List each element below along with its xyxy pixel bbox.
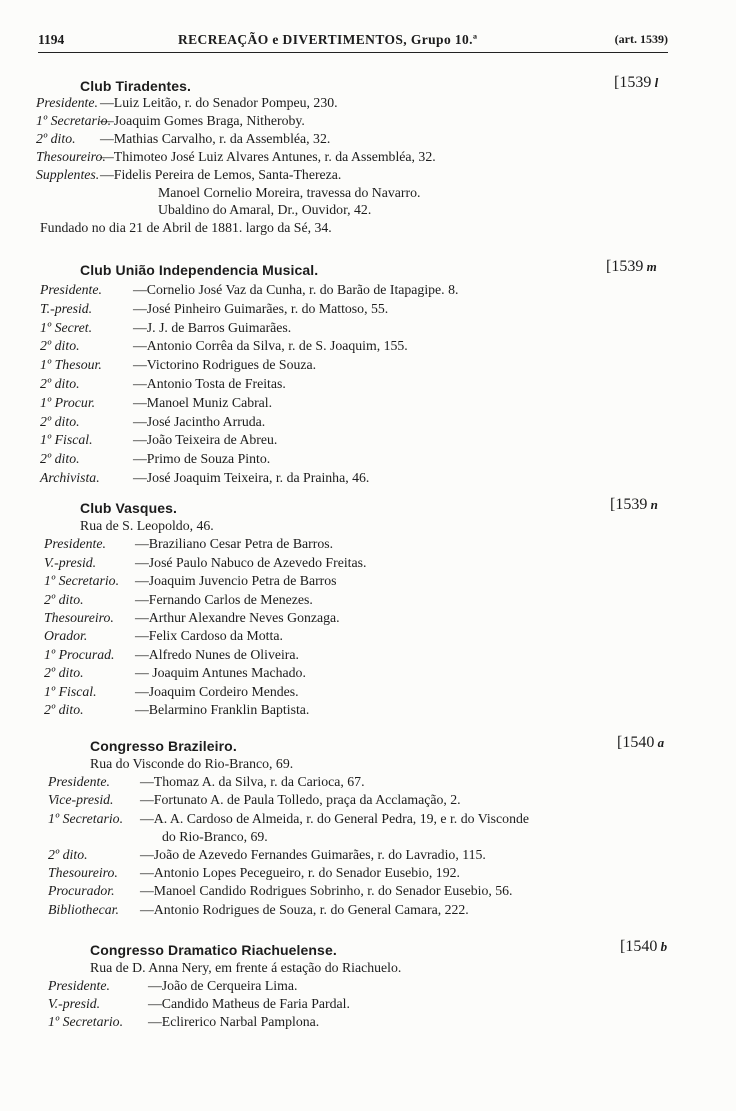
officer-line (0, 357, 736, 374)
officer-details: —Primo de Souza Pinto. (133, 451, 271, 467)
officer-line (0, 865, 736, 882)
section-reference-number: [1539 (606, 258, 644, 275)
officer-line (0, 829, 736, 846)
officer-details: —José Joaquim Teixeira, r. da Prainha, 46. (133, 470, 370, 485)
officer-details: —João de Azevedo Fernandes Guimarães, r. do Lavradio, 115. (140, 847, 486, 862)
officer-line (0, 978, 736, 995)
officer-details: —Alfredo Nunes de Oliveira. (135, 646, 299, 662)
section-reference-letter: l (651, 75, 659, 90)
officer-line (0, 792, 736, 809)
officer-line (0, 338, 736, 355)
officer-details: —João Teixeira de Abreu. (133, 432, 278, 448)
officer-role: 1º Secretario. (36, 112, 112, 128)
officer-line (0, 1014, 736, 1031)
officer-line (0, 518, 736, 535)
officer-line (0, 960, 736, 977)
club-title: Club União Independencia Musical. (80, 262, 319, 278)
officer-details: do Rio-Branco, 69. (162, 828, 268, 844)
officer-line (0, 131, 736, 148)
officer-details: —Antonio Corrêa da Silva, r. de S. Joaquim, 155. (133, 338, 408, 354)
officer-details: —Joaquim Cordeiro Mendes. (135, 683, 299, 699)
officer-line (0, 301, 736, 318)
officer-line (0, 996, 736, 1013)
article-reference: (art. 1539) (614, 32, 668, 46)
officer-details: —Antonio Lopes Pecegueiro, r. do Senador Eusebio, 192. (140, 865, 460, 881)
officer-role: 2º dito. (36, 130, 76, 146)
officer-line (0, 282, 736, 299)
officer-line (0, 220, 736, 237)
section-reference-number: [1539 (610, 496, 648, 513)
officer-line (0, 320, 736, 337)
running-title: RECREAÇÃO e DIVERTIMENTOS, Grupo 10.ª (178, 32, 478, 47)
officer-details: —Candido Matheus de Faria Pardal. (148, 996, 350, 1011)
officer-line (0, 432, 736, 449)
officer-role: 1º Thesour. (40, 357, 102, 373)
officer-role: Orador. (44, 628, 88, 644)
officer-line (0, 647, 736, 664)
officer-details: —Cornelio José Vaz da Cunha, r. do Barão de Itapagipe. 8. (133, 282, 459, 297)
officer-line (0, 451, 736, 468)
officer-details: —Thomaz A. da Silva, r. da Carioca, 67. (140, 774, 365, 790)
officer-details: —Fernando Carlos de Menezes. (135, 591, 313, 607)
officer-line (0, 573, 736, 590)
officer-role: 1º Procur. (40, 394, 96, 410)
section-reference-number: [1540 (617, 734, 655, 751)
officer-role: Presidente. (36, 95, 98, 110)
officer-role: V.-presid. (44, 554, 97, 570)
officer-role: 2º dito. (40, 451, 80, 467)
section-reference (620, 938, 667, 956)
officer-role: 1º Secretario. (44, 573, 120, 589)
section-reference (614, 74, 658, 92)
officer-details: —Thimoteo José Luiz Alvares Antunes, r. da Assembléa, 32. (100, 148, 436, 164)
officer-details: —J. J. de Barros Guimarães. (133, 319, 292, 335)
officer-line (0, 702, 736, 719)
officer-details: —Antonio Tosta de Freitas. (133, 376, 286, 391)
club-title: Club Tiradentes. (80, 78, 192, 94)
section-reference-number: [1539 (614, 74, 652, 91)
page-number: 1194 (38, 32, 65, 47)
officer-role: Procurador. (48, 883, 115, 899)
club-title: Club Vasques. (80, 500, 177, 516)
officer-role: 2º dito. (44, 591, 84, 607)
page-header (38, 30, 668, 53)
club-title: Congresso Dramatico Riachuelense. (90, 942, 337, 958)
officer-line (0, 665, 736, 682)
officer-line (0, 883, 736, 900)
section-reference-letter: a (654, 735, 665, 750)
officer-line (0, 847, 736, 864)
officer-details: —A. A. Cardoso de Almeida, r. do General Pedra, 19, e r. do Visconde (140, 810, 529, 826)
officer-role: T.-presid. (40, 300, 93, 316)
section-reference (617, 734, 664, 752)
officer-role: Supplentes. (36, 166, 100, 182)
officer-line (0, 113, 736, 130)
officer-line (0, 395, 736, 412)
officer-line (0, 756, 736, 773)
officer-role: 1º Fiscal. (40, 432, 93, 448)
officer-line (0, 628, 736, 645)
officer-line (0, 185, 736, 202)
officer-details: Rua do Visconde do Rio-Branco, 69. (90, 756, 294, 771)
officer-line (0, 811, 736, 828)
officer-line (0, 95, 736, 112)
officer-line (0, 536, 736, 553)
officer-role: Thesoureiro. (44, 610, 114, 625)
officer-details: —Fidelis Pereira de Lemos, Santa-Thereza. (100, 166, 342, 182)
section-reference-number: [1540 (620, 938, 658, 955)
section-reference (606, 258, 657, 276)
officer-line (0, 470, 736, 487)
officer-line (0, 610, 736, 627)
officer-role: 2º dito. (40, 376, 80, 391)
officer-line (0, 149, 736, 166)
officer-role: Bibliothecar. (48, 901, 119, 917)
officer-details: —Arthur Alexandre Neves Gonzaga. (135, 610, 340, 625)
officer-line (0, 592, 736, 609)
officer-details: —Braziliano Cesar Petra de Barros. (135, 536, 334, 552)
officer-details: —Fortunato A. de Paula Tolledo, praça da Acclamação, 2. (140, 792, 461, 808)
officer-role: Presidente. (44, 536, 106, 552)
officer-details: —Eclirerico Narbal Pamplona. (148, 1014, 320, 1029)
officer-role: Presidente. (40, 282, 102, 297)
officer-details: —Belarmino Franklin Baptista. (135, 702, 310, 717)
officer-details: —Manoel Candido Rodrigues Sobrinho, r. do Senador Eusebio, 56. (140, 883, 513, 899)
officer-details: Ubaldino do Amaral, Dr., Ouvidor, 42. (158, 202, 372, 218)
officer-role: Presidente. (48, 978, 110, 993)
officer-details: —Felix Cardoso da Motta. (135, 628, 283, 644)
officer-details: —Joaquim Juvencio Petra de Barros (135, 573, 337, 589)
officer-details: —João de Cerqueira Lima. (148, 978, 298, 993)
section-reference-letter: m (643, 259, 657, 274)
officer-details: —José Pinheiro Guimarães, r. do Mattoso, 55. (133, 300, 389, 316)
section-reference (610, 496, 658, 514)
officer-details: Rua de S. Leopoldo, 46. (80, 518, 214, 533)
officer-role: 2º dito. (40, 338, 80, 354)
officer-role: Vice-presid. (48, 792, 114, 808)
officer-role: 2º dito. (40, 413, 80, 429)
officer-line (0, 414, 736, 431)
officer-details: —Mathias Carvalho, r. da Assembléa, 32. (100, 130, 331, 146)
officer-role: Thesoureiro. (36, 148, 106, 164)
officer-details: —José Paulo Nabuco de Azevedo Freitas. (135, 554, 367, 570)
officer-line (0, 202, 736, 219)
officer-details: —Antonio Rodrigues de Souza, r. do General Camara, 222. (140, 901, 469, 917)
officer-role: Archivista. (40, 470, 100, 485)
officer-role: 1º Secret. (40, 319, 93, 335)
officer-line (0, 684, 736, 701)
officer-role: 2º dito. (44, 702, 84, 717)
officer-role: V.-presid. (48, 996, 101, 1011)
officer-role: 2º dito. (44, 665, 84, 681)
officer-line (0, 774, 736, 791)
officer-details: — Joaquim Antunes Machado. (135, 665, 306, 681)
officer-details: Fundado no dia 21 de Abril de 1881. largo da Sé, 34. (40, 220, 332, 236)
section-reference-letter: n (647, 497, 658, 512)
officer-details: —José Jacintho Arruda. (133, 413, 266, 429)
officer-role: Presidente. (48, 774, 110, 790)
officer-role: 1º Procurad. (44, 646, 115, 662)
club-title: Congresso Brazileiro. (90, 738, 237, 754)
officer-role: 1º Secretario. (48, 810, 124, 826)
section-reference-letter: b (657, 939, 668, 954)
officer-line (0, 167, 736, 184)
officer-line (0, 902, 736, 919)
officer-role: Thesoureiro. (48, 865, 118, 881)
officer-details: —Luiz Leitão, r. do Senador Pompeu, 230. (100, 95, 338, 110)
officer-details: —Manoel Muniz Cabral. (133, 394, 273, 410)
officer-details: Manoel Cornelio Moreira, travessa do Navarro. (158, 184, 421, 200)
officer-details: —Joaquim Gomes Braga, Nitheroby. (100, 112, 305, 128)
officer-role: 1º Secretario. (48, 1014, 124, 1029)
officer-details: Rua de D. Anna Nery, em frente á estação do Riachuelo. (90, 960, 402, 975)
officer-line (0, 376, 736, 393)
officer-role: 1º Fiscal. (44, 683, 97, 699)
officer-role: 2º dito. (48, 847, 88, 862)
officer-line (0, 555, 736, 572)
officer-details: —Victorino Rodrigues de Souza. (133, 357, 317, 373)
